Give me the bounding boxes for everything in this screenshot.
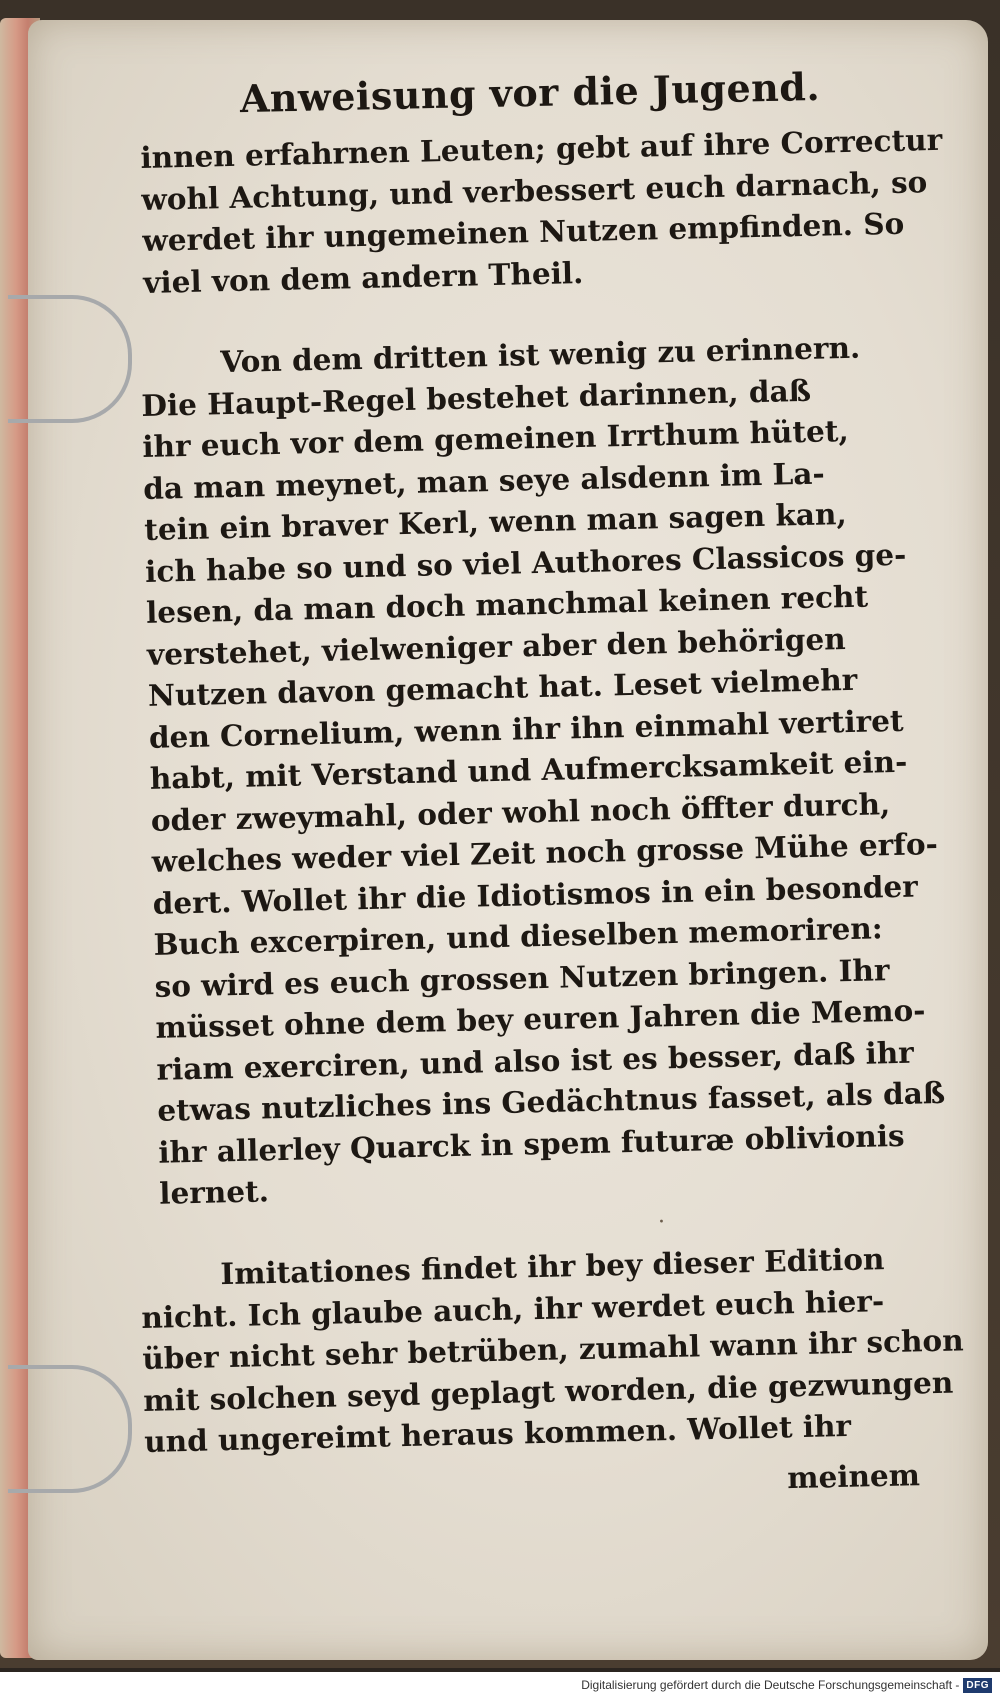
funding-credit: Digitalisierung gefördert durch die Deutsche Forschungsgemeinschaft -: [581, 1678, 960, 1692]
ink-speck: ·: [658, 1210, 665, 1235]
paragraph-1: [140, 119, 943, 303]
text-line: dert. Wollet ihr die Idiotismos in ein besonder: [152, 868, 919, 921]
text-line: habt, mit Verstand und Aufmercksamkeit ein-: [149, 743, 908, 796]
text-line: ihr allerley Quarck in spem futuræ oblivionis: [157, 1117, 905, 1170]
text-line: ich habe so und so viel Authores Classicos ge-: [144, 536, 907, 589]
text-line: verstehet, vielweniger aber den behörigen: [146, 620, 847, 672]
text-line: etwas nutzliches ins Gedächtnus fasset, als daß: [157, 1074, 946, 1128]
dfg-logo: DFG: [963, 1678, 992, 1693]
text-line: riam exerciren, und also ist es besser, daß ihr: [156, 1034, 915, 1087]
text-line: tein ein braver Kerl, wenn man sagen kan,: [143, 496, 848, 547]
text-line: Imitationes findet ihr bey dieser Edition: [220, 1240, 885, 1291]
text-line: Nutzen davon gemacht hat. Leset vielmehr: [147, 661, 858, 713]
text-line: lesen, da man doch manchmal keinen recht: [145, 578, 869, 630]
text-line: innen erfahrnen Leuten; gebt auf ihre Correctur: [140, 121, 943, 175]
paper-clip-bottom: [8, 1365, 132, 1493]
text-line: so wird es euch grossen Nutzen bringen. Ihr: [154, 951, 890, 1004]
catchword: meinem: [786, 1457, 921, 1496]
text-line: mit solchen seyd geplagt worden, die gezwungen: [142, 1363, 954, 1417]
text-line: den Cornelium, wenn ihr ihn einmahl vertiret: [148, 702, 904, 755]
text-line: ihr euch vor dem gemeinen Irrthum hütet,: [141, 412, 850, 464]
text-line: viel von dem andern Theil.: [142, 254, 584, 300]
text-line: wohl Achtung, und verbessert euch darnach, so: [141, 163, 928, 217]
text-line: Buch excerpiren, und dieselben memoriren:: [153, 910, 884, 962]
paragraph-3: [140, 1237, 964, 1462]
paper-clip-top: [8, 295, 132, 423]
text-line: und ungereimt heraus kommen. Wollet ihr: [143, 1407, 852, 1459]
text-line: da man meynet, man seye alsdenn im La-: [142, 455, 825, 506]
running-head: Anweisung vor die Jugend.: [239, 63, 821, 122]
text-line: lernet.: [158, 1173, 270, 1211]
text-line: Von dem dritten ist wenig zu erinnern.: [220, 329, 861, 380]
text-line: werdet ihr ungemeinen Nutzen empfinden. So: [141, 205, 905, 258]
text-line: oder zweymahl, oder wohl noch öffter durch,: [150, 785, 891, 838]
text-line: müsset ohne dem bey euren Jahren die Memo-: [155, 992, 926, 1045]
page-text: [140, 63, 964, 1501]
digitization-footer: [0, 1672, 1000, 1698]
text-line: welches weder viel Zeit noch grosse Mühe erfo-: [151, 826, 939, 879]
text-line: Die Haupt-Regel bestehet darinnen, daß: [141, 372, 812, 423]
text-line: über nicht sehr betrüben, zumahl wann ihr schon: [141, 1321, 964, 1376]
text-line: nicht. Ich glaube auch, ihr werdet euch hier-: [141, 1282, 885, 1334]
paragraph-2: [140, 325, 946, 1214]
